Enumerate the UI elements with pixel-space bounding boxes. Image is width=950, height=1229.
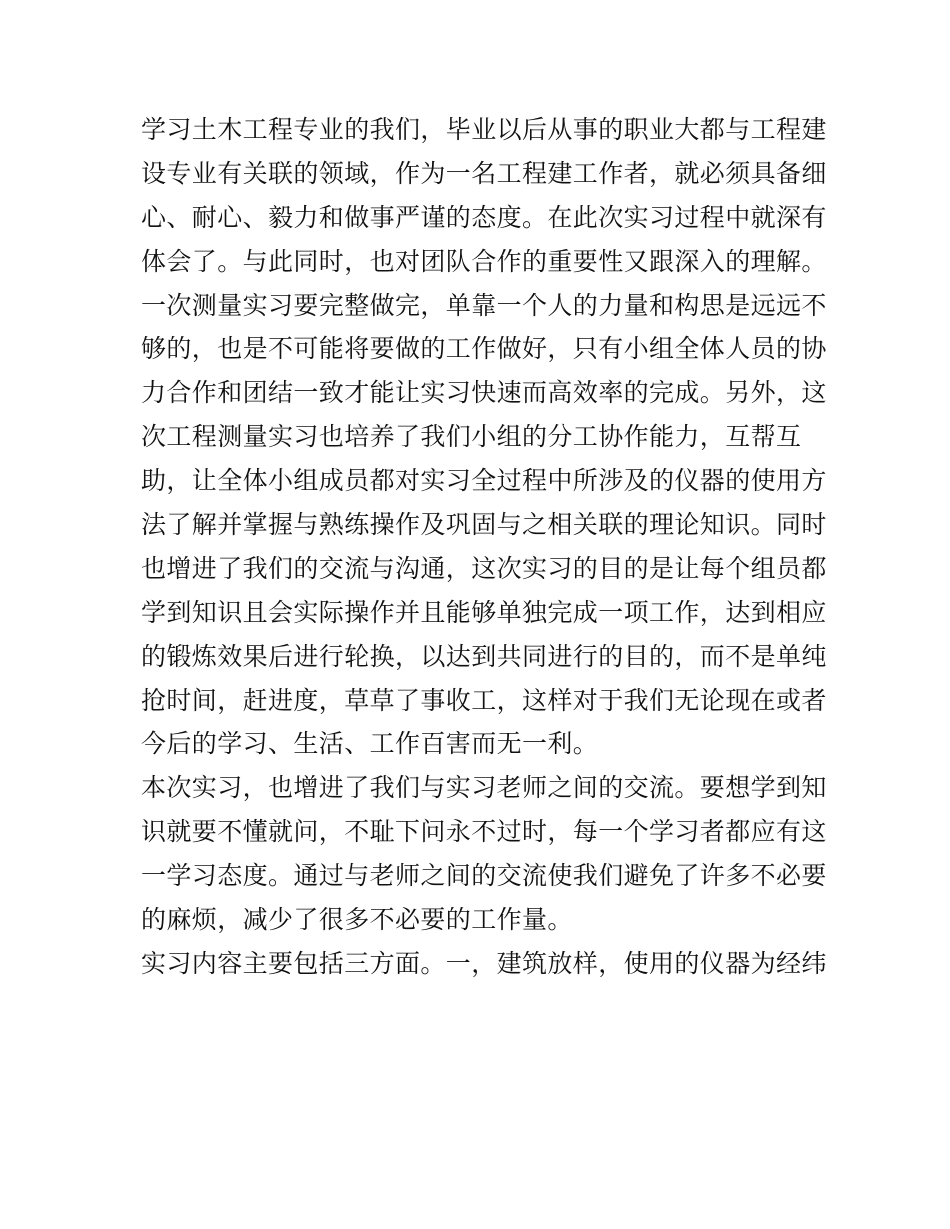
text-line: 次工程测量实习也培养了我们小组的分工协作能力，互帮互	[141, 422, 802, 452]
text-line: 助，让全体小组成员都对实习全过程中所涉及的仪器的使用方	[141, 466, 827, 496]
text-line: 一次测量实习要完整做完，单靠一个人的力量和构思是远远不	[141, 290, 827, 320]
text-line: 学到知识且会实际操作并且能够单独完成一项工作，达到相应	[141, 597, 827, 627]
text-line: 也增进了我们的交流与沟通，这次实习的目的是让每个组员都	[141, 553, 827, 583]
text-line: 设专业有关联的领域，作为一名工程建工作者，就必须具备细	[141, 158, 827, 188]
text-line: 的锻炼效果后进行轮换，以达到共同进行的目的，而不是单纯	[141, 641, 827, 671]
text-line: 法了解并掌握与熟练操作及巩固与之相关联的理论知识。同时	[141, 510, 827, 540]
text-line: 实习内容主要包括三方面。一，建筑放样，使用的仪器为经纬	[141, 948, 827, 978]
text-line: 识就要不懂就问，不耻下问永不过时，每一个学习者都应有这	[141, 817, 827, 847]
text-line: 力合作和团结一致才能让实习快速而高效率的完成。另外，这	[141, 378, 827, 408]
text-line: 够的，也是不可能将要做的工作做好，只有小组全体人员的协	[141, 334, 827, 364]
text-line: 的麻烦，减少了很多不必要的工作量。	[141, 905, 573, 935]
document-body	[141, 108, 827, 986]
text-line: 学习土木工程专业的我们，毕业以后从事的职业大都与工程建	[141, 115, 827, 144]
text-line: 一学习态度。通过与老师之间的交流使我们避免了许多不必要	[141, 861, 827, 891]
text-line: 体会了。与此同时，也对团队合作的重要性又跟深入的理解。	[141, 246, 827, 276]
text-line: 本次实习，也增进了我们与实习老师之间的交流。要想学到知	[141, 773, 827, 803]
text-line: 今后的学习、生活、工作百害而无一利。	[141, 729, 599, 759]
text-line: 抢时间，赶进度，草草了事收工，这样对于我们无论现在或者	[141, 685, 827, 715]
text-line: 心、耐心、毅力和做事严谨的态度。在此次实习过程中就深有	[141, 202, 827, 232]
